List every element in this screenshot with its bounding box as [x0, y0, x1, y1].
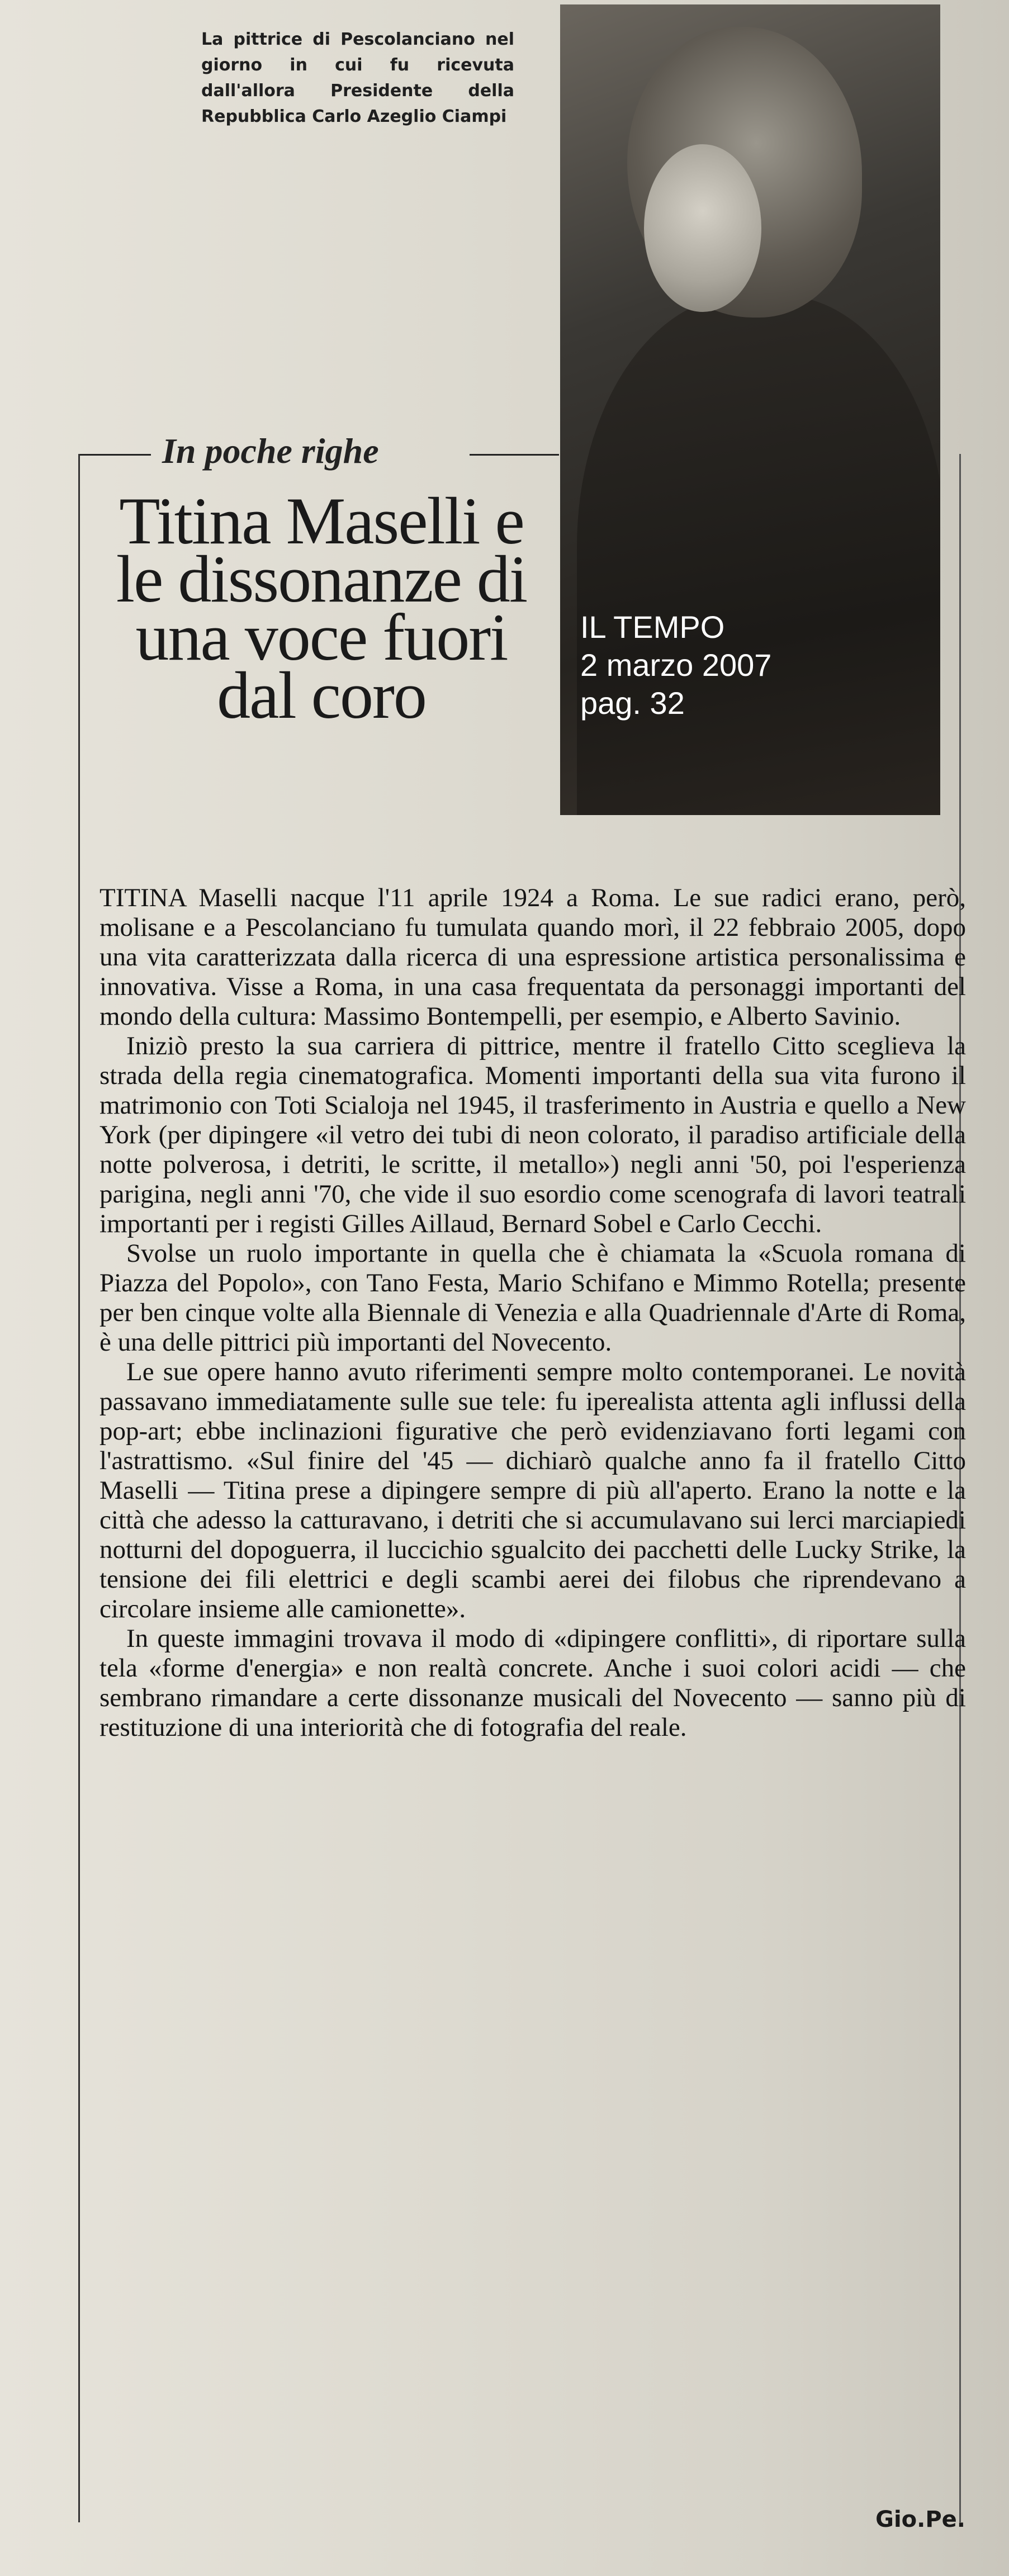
- rubric-label: In poche righe: [162, 431, 379, 471]
- byline: Gio.Pe.: [875, 2507, 965, 2532]
- article-paragraph: Iniziò presto la sua carriera di pittrice, mentre il fratello Citto sceglieva la strada della regia cinematografica. Momenti importanti della sua vita furono il matrimonio con Toti Scialoja nel 1945, il trasferimento in Austria e quello a New York (per dipingere «il vetro dei tubi di neon colorato, il paradiso artificiale della notte polverosa, i detriti, le scritte, il metallo») negli anni '50, poi l'esperienza parigina, negli anni '70, che vide il suo esordio come scenografa di lavori teatrali importanti per i registi Gilles Aillaud, Bernard Sobel e Carlo Cecchi.: [100, 1031, 966, 1238]
- source-page: pag. 32: [580, 685, 685, 721]
- article-body: [100, 883, 966, 1742]
- article-paragraph: In queste immagini trovava il modo di «dipingere conflitti», di riportare sulla tela «forme d'energia» e non realtà concrete. Anche i suoi colori acidi — che sembrano rimandare a certe dissonanze musicali del Novecento — sanno più di restituzione di una interiorità che di fotografia del reale.: [100, 1624, 966, 1742]
- portrait-figure-face: [644, 144, 761, 312]
- article-paragraph: Le sue opere hanno avuto riferimenti sempre molto contemporanei. Le novità passavano immediatamente sulle sue tele: fu iperealista attenta agli influssi della pop-art; ebbe inclinazioni figurative che però evidenziavano forti legami con l'astrattismo. «Sul finire del '45 — dichiarò qualche anno fa il fratello Citto Maselli — Titina prese a dipingere sempre di più all'aperto. Erano la notte e la città che adesso la catturavano, i detriti che si accumulavano sui lerci marciapiedi notturni del dopoguerra, il luccichio sgualcito dei pacchetti delle Lucky Strike, la tensione dei fili elettrici e degli scambi aerei dei filobus che riprendevano a circolare insieme alle camionette».: [100, 1357, 966, 1623]
- article-paragraph: Svolse un ruolo importante in quella che è chiamata la «Scuola romana di Piazza del Popolo», con Tano Festa, Mario Schifano e Mimmo Rotella; presente per ben cinque volte alla Biennale di Venezia e alla Quadriennale d'Arte di Roma, è una delle pittrici più importanti del Novecento.: [100, 1239, 966, 1357]
- source-stamp: [580, 608, 771, 722]
- source-newspaper: IL TEMPO: [580, 609, 725, 645]
- box-rule-left: [78, 454, 80, 2522]
- photo-caption: La pittrice di Pescolanciano nel giorno in cui fu ricevuta dall'allora Presidente della Repubblica Carlo Azeglio Ciampi: [201, 30, 514, 126]
- rubric-rule-left: [78, 454, 151, 456]
- portrait-figure-body: [577, 295, 940, 815]
- rubric: [78, 430, 559, 470]
- rubric-rule-right: [470, 454, 559, 456]
- headline: Titina Maselli e le dissonanze di una voce fuori dal coro: [116, 484, 527, 732]
- source-date: 2 marzo 2007: [580, 647, 772, 683]
- portrait-photo: [560, 4, 940, 815]
- article-paragraph: TITINA Maselli nacque l'11 aprile 1924 a Roma. Le sue radici erano, però, molisane e a Pescolanciano fu tumulata quando morì, il 22 febbraio 2005, dopo una vita caratterizzata dalla ricerca di una espressione artistica personalissima e innovativa. Visse a Roma, in una casa frequentata da personaggi importanti del mondo della cultura: Massimo Bontempelli, per esempio, e Alberto Savinio.: [100, 883, 966, 1031]
